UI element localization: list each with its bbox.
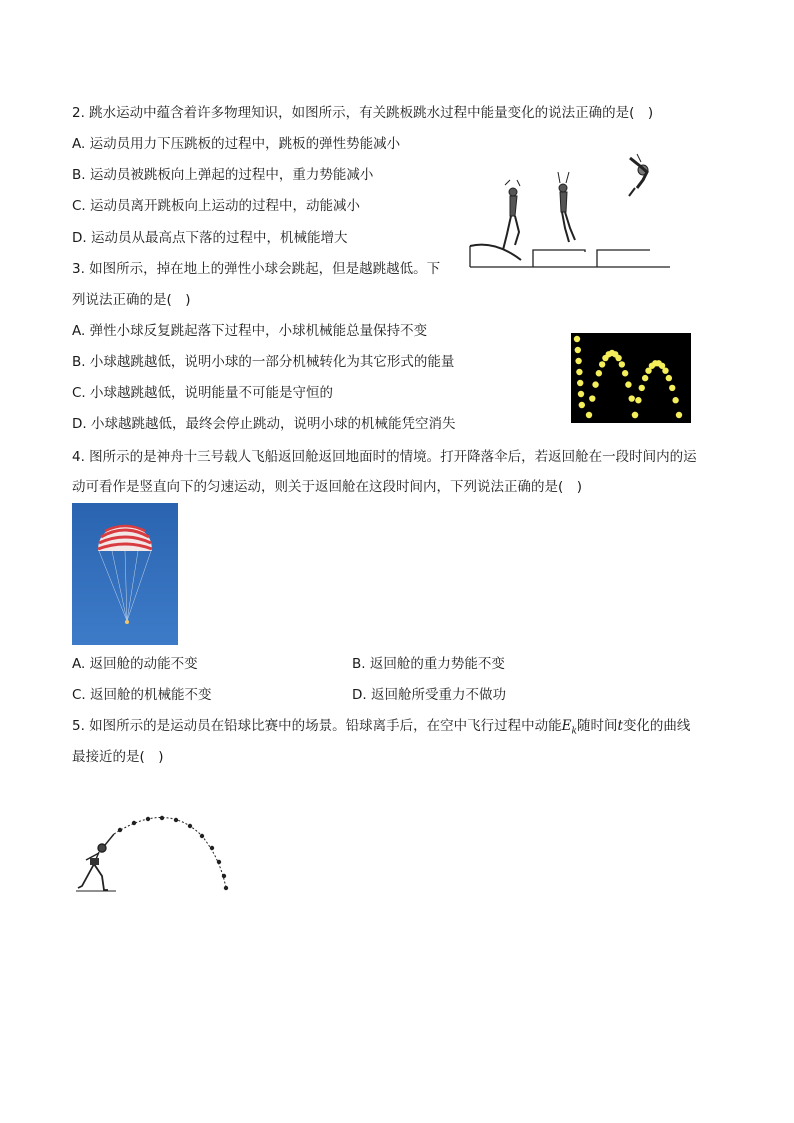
ball-position (662, 367, 668, 373)
diving-figure (465, 150, 675, 272)
ball-position (625, 381, 631, 387)
q4-stem-line2: 动可看作是竖直向下的匀速运动，则关于返回舱在这段时间内，下列说法正确的是( ) (72, 479, 583, 495)
shot-putter (78, 834, 114, 890)
trajectory-curve (114, 817, 226, 888)
q3-option-d: D. 小球越跳越低，最终会停止跳动，说明小球的机械能凭空消失 (72, 416, 456, 432)
q5-stem-line1 (72, 716, 690, 742)
q5-stem-c: 变化的曲线 (622, 718, 691, 734)
q2-option-c: C. 运动员离开跳板向上运动的过程中，动能减小 (72, 198, 361, 214)
return-capsule (125, 620, 129, 624)
ball-position (576, 369, 582, 375)
q5-symbol-k: k (571, 726, 577, 737)
ball-position (586, 412, 592, 418)
ball-position (575, 347, 581, 353)
q3-option-a: A. 弹性小球反复跳起落下过程中，小球机械能总量保持不变 (72, 323, 428, 339)
q3-option-b: B. 小球越跳越低，说明小球的一部分机械转化为其它形式的能量 (72, 354, 455, 370)
ball-position (629, 395, 635, 401)
parachute-photo (72, 503, 178, 645)
ball-position (635, 397, 641, 403)
q3-stem-line2: 列说法正确的是( ) (72, 292, 191, 308)
ball-position (578, 391, 584, 397)
q4-option-d: D. 返回舱所受重力不做功 (352, 687, 506, 703)
diver-1 (503, 180, 520, 250)
q4-option-b: B. 返回舱的重力势能不变 (352, 656, 505, 672)
ball-position (619, 361, 625, 367)
platform-2 (597, 250, 650, 267)
q4-option-c: C. 返回舱的机械能不变 (72, 687, 212, 703)
ball-position (666, 375, 672, 381)
bouncing-ball-background (571, 333, 691, 423)
diver-2 (558, 172, 575, 242)
ball-position (575, 358, 581, 364)
shot-put-figure (72, 806, 242, 896)
q3-option-c: C. 小球越跳越低，说明能量不可能是守恒的 (72, 385, 334, 401)
sky-background (72, 503, 178, 645)
parachute-canopy (98, 526, 152, 551)
springboard (470, 245, 521, 260)
ball-position (642, 375, 648, 381)
ball-position (672, 397, 678, 403)
q3-stem-line1: 3. 如图所示，掉在地上的弹性小球会跳起，但是越跳越低。下 (72, 261, 441, 277)
ball-position (596, 370, 602, 376)
q2-option-b: B. 运动员被跳板向上弹起的过程中，重力势能减小 (72, 167, 374, 183)
q5-stem-line2: 最接近的是( ) (72, 749, 164, 765)
q2-option-d: D. 运动员从最高点下落的过程中，机械能增大 (72, 230, 348, 246)
q2-option-a: A. 运动员用力下压跳板的过程中，跳板的弹性势能减小 (72, 136, 401, 152)
q5-symbol-t: t (617, 718, 623, 734)
ball-position (669, 385, 675, 391)
q5-symbol-e: E (561, 718, 572, 734)
bouncing-ball-figure (571, 333, 691, 423)
ball-position (599, 361, 605, 367)
shot-trajectory (118, 816, 228, 890)
q2-stem: 2. 跳水运动中蕴含着许多物理知识，如图所示，有关跳板跳水过程中能量变化的说法正确的是( ) (72, 105, 654, 121)
ball-position (579, 402, 585, 408)
q4-option-a: A. 返回舱的动能不变 (72, 656, 198, 672)
ball-position (615, 355, 621, 361)
ball-position (589, 395, 595, 401)
q5-stem-b: 随时间 (577, 718, 618, 734)
ball-position (574, 336, 580, 342)
ball-position (632, 412, 638, 418)
platform-1 (533, 250, 585, 267)
q4-stem-line1: 4. 图所示的是神舟十三号载人飞船返回舱返回地面时的情境。打开降落伞后，若返回舱在一段时间内的运 (72, 449, 697, 465)
diver-3 (629, 154, 648, 196)
ball-position (676, 412, 682, 418)
ball-position (592, 381, 598, 387)
ball-position (622, 370, 628, 376)
q5-stem-a: 5. 如图所示的是运动员在铅球比赛中的场景。铅球离手后，在空中飞行过程中动能 (72, 718, 562, 734)
ball-position (577, 380, 583, 386)
ball-position (639, 385, 645, 391)
